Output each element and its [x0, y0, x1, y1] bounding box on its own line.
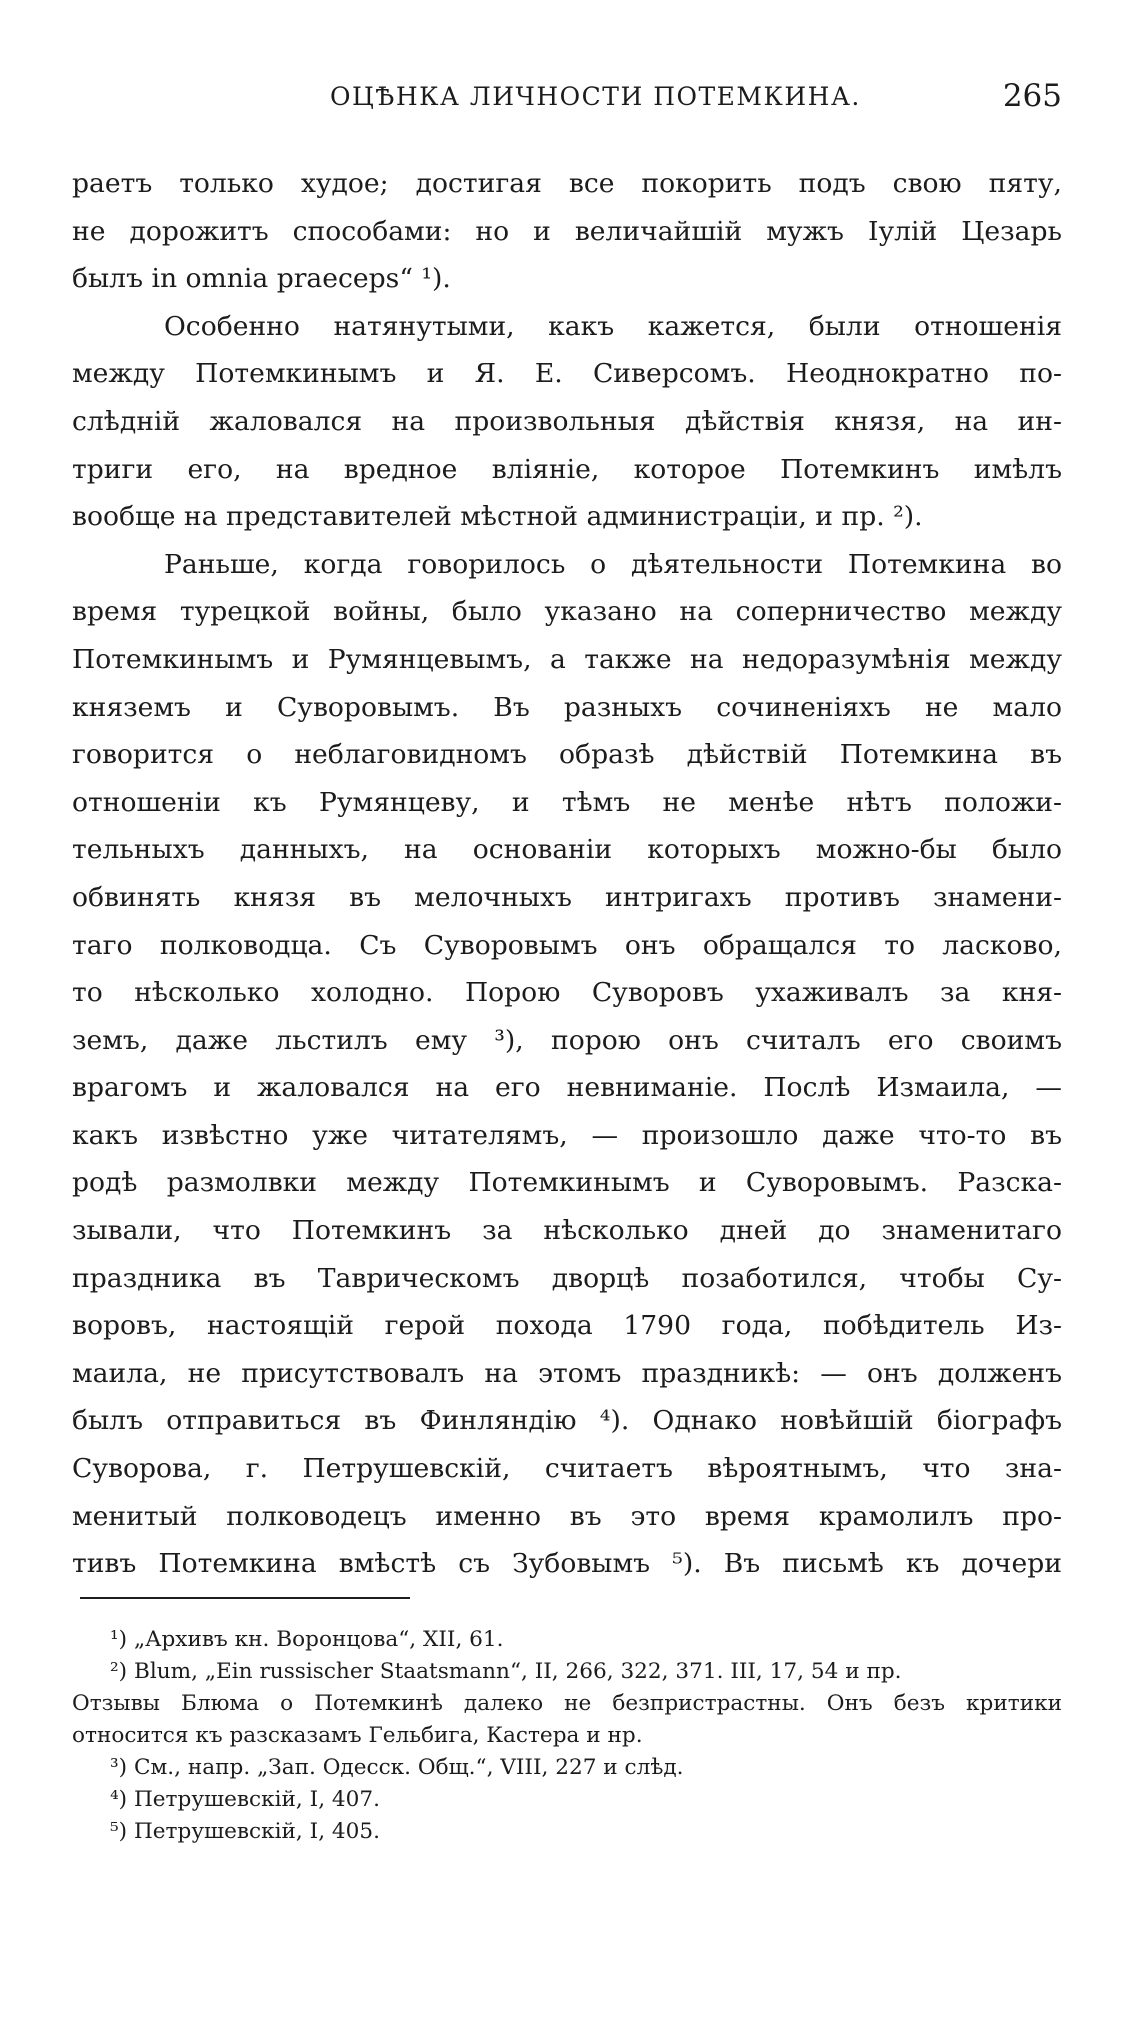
text-line: тельныхъ данныхъ, на основаніи которыхъ можно-бы было — [72, 834, 1062, 866]
text-line: княземъ и Суворовымъ. Въ разныхъ сочиненіяхъ не мало — [72, 691, 1062, 723]
text-line: то нѣсколько холодно. Порою Суворовъ ухаживалъ за кня- — [72, 977, 1062, 1009]
text-line: отношеніи къ Румянцеву, и тѣмъ не менѣе нѣтъ положи- — [72, 786, 1062, 818]
footnote-2-continued: относится къ разсказамъ Гельбига, Кастера и нр. — [72, 1723, 643, 1748]
text-line: воровъ, настоящій герой похода 1790 года, побѣдитель Из- — [72, 1310, 1062, 1342]
text-line: тивъ Потемкина вмѣстѣ съ Зубовымъ ⁵). Въ письмѣ къ дочери — [72, 1548, 1062, 1580]
text-line: между Потемкинымъ и Я. Е. Сиверсомъ. Неоднократно по- — [72, 358, 1062, 390]
text-line: Особенно натянутыми, какъ кажется, были отношенія — [164, 310, 1062, 342]
text-line: слѣдній жаловался на произвольныя дѣйствія князя, на ин- — [72, 405, 1062, 437]
footnote-3: ³) См., напр. „Зап. Одесск. Общ.“, VIII, 227 и слѣд. — [110, 1755, 684, 1780]
text-line: праздника въ Таврическомъ дворцѣ позаботился, чтобы Су- — [72, 1262, 1062, 1294]
text-line: былъ отправиться въ Финляндію ⁴). Однако новѣйшій біографъ — [72, 1405, 1062, 1437]
footnote-1: ¹) „Архивъ кн. Воронцова“, XII, 61. — [110, 1627, 504, 1652]
text-line: какъ извѣстно уже читателямъ, — произошло даже что-то въ — [72, 1119, 1062, 1151]
text-line: земъ, даже льстилъ ему ³), порою онъ считалъ его своимъ — [72, 1024, 1062, 1056]
text-line: менитый полководецъ именно въ это время крамолилъ про- — [72, 1500, 1062, 1532]
book-page — [72, 0, 1062, 2017]
text-line: вообще на представителей мѣстной администраціи, и пр. ²). — [72, 501, 923, 533]
text-line: родѣ размолвки между Потемкинымъ и Суворовымъ. Разска- — [72, 1167, 1062, 1199]
main-text — [72, 160, 1062, 1588]
text-line: зывали, что Потемкинъ за нѣсколько дней до знаменитаго — [72, 1215, 1062, 1247]
text-line: маила, не присутствовалъ на этомъ праздникѣ: — онъ долженъ — [72, 1357, 1062, 1389]
running-title: ОЦѢНКА ЛИЧНОСТИ ПОТЕМКИНА. — [330, 82, 861, 111]
text-line: время турецкой войны, было указано на соперничество между — [72, 596, 1062, 628]
footnote-2: ²) Blum, „Ein russischer Staatsmann“, II, 266, 322, 371. III, 17, 54 и пр. — [110, 1659, 902, 1684]
text-line: обвинять князя въ мелочныхъ интригахъ противъ знамени- — [72, 881, 1062, 913]
text-line: врагомъ и жаловался на его невниманіе. Послѣ Измаила, — — [72, 1072, 1062, 1104]
text-line: Раньше, когда говорилось о дѣятельности Потемкина во — [164, 548, 1062, 580]
text-line: таго полководца. Съ Суворовымъ онъ обращался то ласково, — [72, 929, 1062, 961]
text-line: Потемкинымъ и Румянцевымъ, а также на недоразумѣнія между — [72, 643, 1062, 675]
text-line: триги его, на вредное вліяніе, которое Потемкинъ имѣлъ — [72, 453, 1062, 485]
text-line: Суворова, г. Петрушевскій, считаетъ вѣроятнымъ, что зна- — [72, 1453, 1062, 1485]
text-line: былъ in omnia praeceps“ ¹). — [72, 263, 451, 295]
footnote-2-continued: Отзывы Блюма о Потемкинѣ далеко не безпристрастны. Онъ безъ критики — [72, 1691, 1062, 1716]
footnote-separator — [80, 1597, 410, 1599]
text-line: не дорожитъ способами: но и величайшій мужъ Іулій Цезарь — [72, 215, 1062, 247]
text-line: раетъ только худое; достигая все покорить подъ свою пяту, — [72, 168, 1062, 199]
page-header — [72, 78, 1062, 122]
text-line: говорится о неблаговидномъ образѣ дѣйствій Потемкина въ — [72, 739, 1062, 771]
footnote-5: ⁵) Петрушевскій, I, 405. — [110, 1819, 380, 1844]
page-number: 265 — [1002, 78, 1062, 114]
footnote-4: ⁴) Петрушевскій, I, 407. — [110, 1787, 380, 1812]
footnotes — [72, 1624, 1062, 1848]
